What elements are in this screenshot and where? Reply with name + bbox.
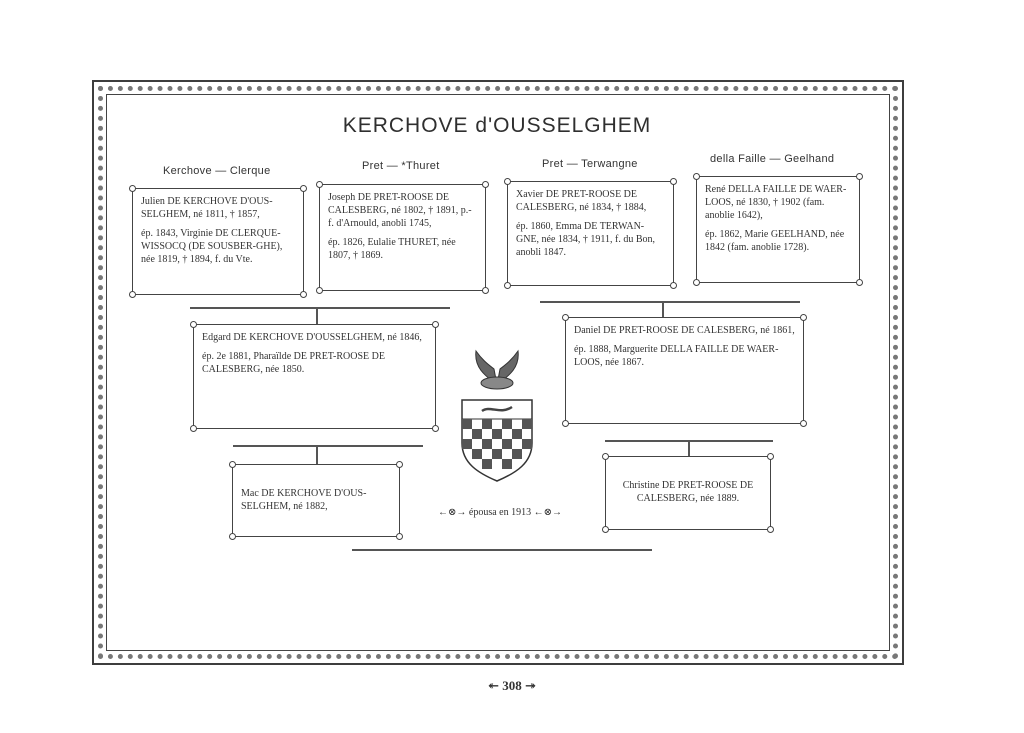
box-christine [605, 456, 771, 530]
mac-birth: Mac DE KERCHOVE D'OUS-SELGHEM, né 1882, [241, 488, 367, 512]
julien-marriage: ép. 1843, Virginie DE CLERQUE-WISSOCQ (DE SOUSBER-GHE), née 1819, † 1894, f. du Vte. [141, 228, 283, 265]
xavier-birth: Xavier DE PRET-ROOSE DE CALESBERG, né 1834, † 1884, [516, 189, 647, 213]
connector-bracket-right [540, 301, 800, 303]
box-joseph [319, 184, 486, 291]
edgard-marriage: ép. 2e 1881, Pharaïlde DE PRET-ROOSE DE CALESBERG, née 1850. [202, 351, 385, 375]
bottom-rule [352, 549, 652, 551]
column-heading-4: della Faille — Geelhand [710, 153, 835, 165]
daniel-birth: Daniel DE PRET-ROOSE DE CALESBERG, né 1861, [574, 325, 795, 336]
julien-birth: Julien DE KERCHOVE D'OUS-SELGHEM, né 1811, † 1857, [141, 196, 273, 220]
page-number-value: 308 [502, 678, 522, 693]
column-heading-2: Pret — *Thuret [362, 160, 440, 172]
daniel-marriage: ép. 1888, Marguerite DELLA FAILLE DE WAER-LOOS, née 1867. [574, 344, 779, 368]
box-rene [696, 176, 860, 283]
connector-stem-left [316, 307, 318, 324]
box-xavier [507, 181, 674, 286]
marriage-note-text: épousa en 1913 [468, 507, 532, 518]
page-number-ornament-left: ↞ [488, 678, 503, 693]
box-julien [132, 188, 304, 295]
joseph-marriage: ép. 1826, Eulalie THURET, née 1807, † 1869. [328, 237, 456, 261]
marriage-note [438, 507, 562, 518]
connector-stem-right-2 [688, 440, 690, 456]
column-heading-1: Kerchove — Clerque [163, 165, 271, 177]
joseph-birth: Joseph DE PRET-ROOSE DE CALESBERG, né 1802, † 1891, p.-f. d'Arnould, anobli 1745, [328, 192, 472, 229]
arrow-right-icon: ←⊗→ [533, 507, 562, 518]
coat-of-arms-icon [456, 345, 538, 485]
christine-birth: Christine DE PRET-ROOSE DE CALESBERG, née 1889. [622, 480, 754, 504]
xavier-marriage: ép. 1860, Emma DE TERWAN-GNE, née 1834, † 1911, f. du Bon, anobli 1847. [516, 221, 656, 258]
rene-birth: René DELLA FAILLE DE WAER-LOOS, né 1830, † 1902 (fam. anoblie 1642), [705, 184, 847, 221]
page-title: KERCHOVE d'OUSSELGHEM [342, 114, 652, 137]
box-mac [232, 464, 400, 537]
page-number-ornament-right: ↠ [521, 678, 536, 693]
box-daniel [565, 317, 804, 424]
connector-bracket-left-2 [233, 445, 423, 447]
connector-stem-right [662, 301, 664, 318]
rene-marriage: ép. 1862, Marie GEELHAND, née 1842 (fam. anoblie 1728). [705, 229, 845, 253]
connector-stem-left-2 [316, 445, 318, 464]
column-heading-3: Pret — Terwangne [542, 158, 638, 170]
box-edgard [193, 324, 436, 429]
edgard-birth: Edgard DE KERCHOVE D'OUSSELGHEM, né 1846, [202, 332, 422, 343]
arrow-left-icon: ←⊗→ [438, 507, 467, 518]
page-number [0, 678, 1024, 694]
connector-bracket-left [190, 307, 450, 309]
